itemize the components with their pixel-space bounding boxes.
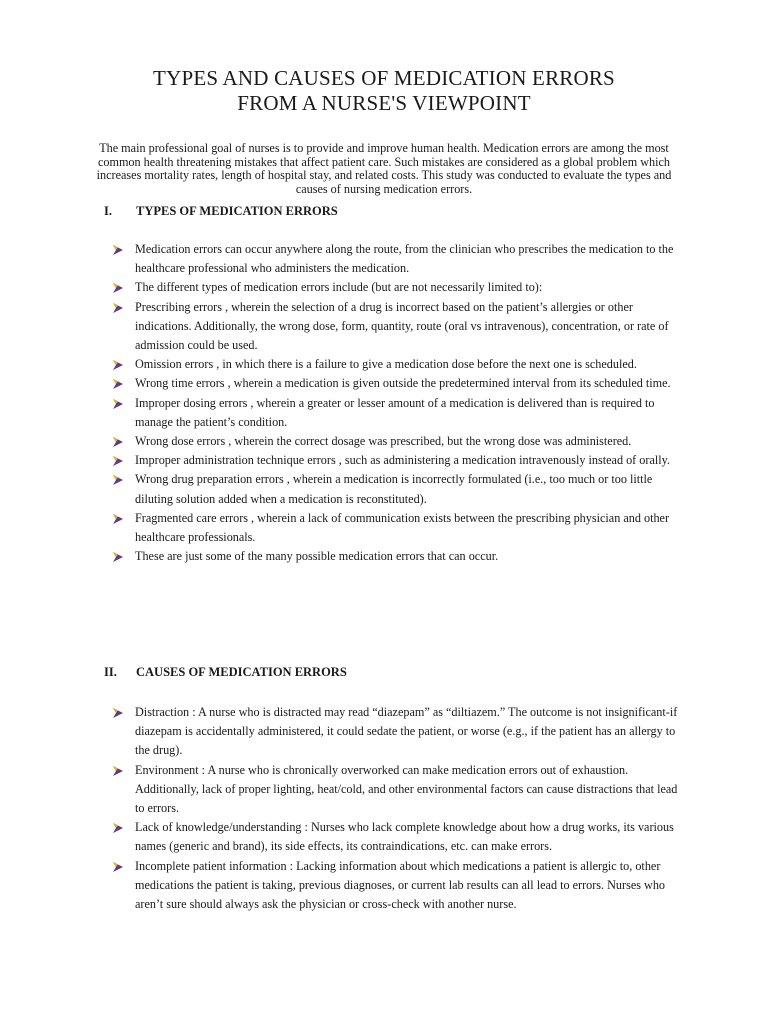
list-item-text: Incomplete patient information : Lacking information about which medications a patient is allergic to, other medications the patient is taking, previous diagnoses, or current lab results can all lead to errors. Nurses who aren’t sure should always ask the physician or cross-check with another nurse. <box>135 858 666 912</box>
list-item <box>112 547 682 566</box>
section-2-title: CAUSES OF MEDICATION ERRORS <box>136 665 347 679</box>
intro-paragraph: The main professional goal of nurses is to provide and improve human health. Medication errors are among the most common health threatening mistakes that affect patient care. Such mistakes are considered as a global problem which increases mortality rates, length of hospital stay, and related costs. This study was conducted to evaluate the types and causes of nursing medication errors. <box>96 141 672 196</box>
list-item-text: Prescribing errors , wherein the selection of a drug is incorrect based on the patient’s allergies or other indications. Additionally, the wrong dose, form, quantity, route (oral vs intravenous), concentration, or rate of admission could be used. <box>135 299 669 353</box>
section-1-number: I. <box>104 204 112 218</box>
list-item-text: The different types of medication errors include (but are not necessarily limited to): <box>135 280 543 295</box>
section-1-heading <box>104 204 684 219</box>
list-item <box>112 394 682 432</box>
list-item-text: Wrong drug preparation errors , wherein a medication is incorrectly formulated (i.e., too much or too little diluting solution added when a medication is reconstituted). <box>135 472 653 506</box>
list-item-text: Improper administration technique errors , such as administering a medication intravenously instead of orally. <box>135 453 670 468</box>
types-list <box>112 240 682 566</box>
list-item <box>112 818 682 856</box>
section-2-number: II. <box>104 665 117 679</box>
document-title <box>0 66 768 116</box>
list-item-text: Lack of knowledge/understanding : Nurses who lack complete knowledge about how a drug works, its various names (generic and brand), its side effects, its contraindications, etc. can make errors. <box>135 820 674 854</box>
list-item <box>112 374 682 393</box>
arrow-bullet-icon <box>112 822 124 834</box>
arrow-bullet-icon <box>112 861 124 873</box>
arrow-bullet-icon <box>112 436 124 448</box>
section-2-heading <box>104 665 684 680</box>
list-item <box>112 240 682 278</box>
list-item <box>112 703 682 761</box>
arrow-bullet-icon <box>112 359 124 371</box>
arrow-bullet-icon <box>112 302 124 314</box>
title-line-1: TYPES AND CAUSES OF MEDICATION ERRORS <box>153 66 615 90</box>
list-item-text: Improper dosing errors , wherein a greater or lesser amount of a medication is delivered than is required to manage the patient’s condition. <box>135 395 655 429</box>
list-item <box>112 432 682 451</box>
list-item <box>112 857 682 915</box>
list-item-text: Environment : A nurse who is chronically overworked can make medication errors out of exhaustion. Additionally, lack of proper lighting, heat/cold, and other environmental factors can cause distractions that lead to errors. <box>135 762 678 816</box>
arrow-bullet-icon <box>112 398 124 410</box>
section-1-title: TYPES OF MEDICATION ERRORS <box>136 204 338 218</box>
list-item <box>112 298 682 356</box>
list-item <box>112 761 682 819</box>
list-item <box>112 509 682 547</box>
causes-list <box>112 703 682 914</box>
title-line-2: FROM A NURSE'S VIEWPOINT <box>237 91 531 115</box>
list-item <box>112 451 682 470</box>
arrow-bullet-icon <box>112 474 124 486</box>
arrow-bullet-icon <box>112 378 124 390</box>
arrow-bullet-icon <box>112 244 124 256</box>
list-item-text: Distraction : A nurse who is distracted may read “diazepam” as “diltiazem.” The outcome is not insignificant-if diazepam is accidentally administered, it could sedate the patient, or worse (e.g., if the patient has an allergy to the drug). <box>135 705 678 758</box>
list-item-text: Wrong time errors , wherein a medication is given outside the predetermined interval from its scheduled time. <box>135 376 671 391</box>
arrow-bullet-icon <box>112 551 124 563</box>
list-item-text: Wrong dose errors , wherein the correct dosage was prescribed, but the wrong dose was administered. <box>135 434 632 449</box>
arrow-bullet-icon <box>112 455 124 467</box>
list-item <box>112 470 682 508</box>
list-item <box>112 355 682 374</box>
arrow-bullet-icon <box>112 282 124 294</box>
list-item <box>112 278 682 297</box>
list-item-text: Omission errors , in which there is a failure to give a medication dose before the next one is scheduled. <box>135 357 637 372</box>
list-item-text: Fragmented care errors , wherein a lack of communication exists between the prescribing physician and other healthcare professionals. <box>135 510 670 545</box>
list-item-text: Medication errors can occur anywhere along the route, from the clinician who prescribes the medication to the healthcare professional who administers the medication. <box>135 242 674 276</box>
list-item-text: These are just some of the many possible medication errors that can occur. <box>135 549 499 564</box>
arrow-bullet-icon <box>112 513 124 525</box>
arrow-bullet-icon <box>112 707 124 719</box>
arrow-bullet-icon <box>112 765 124 777</box>
